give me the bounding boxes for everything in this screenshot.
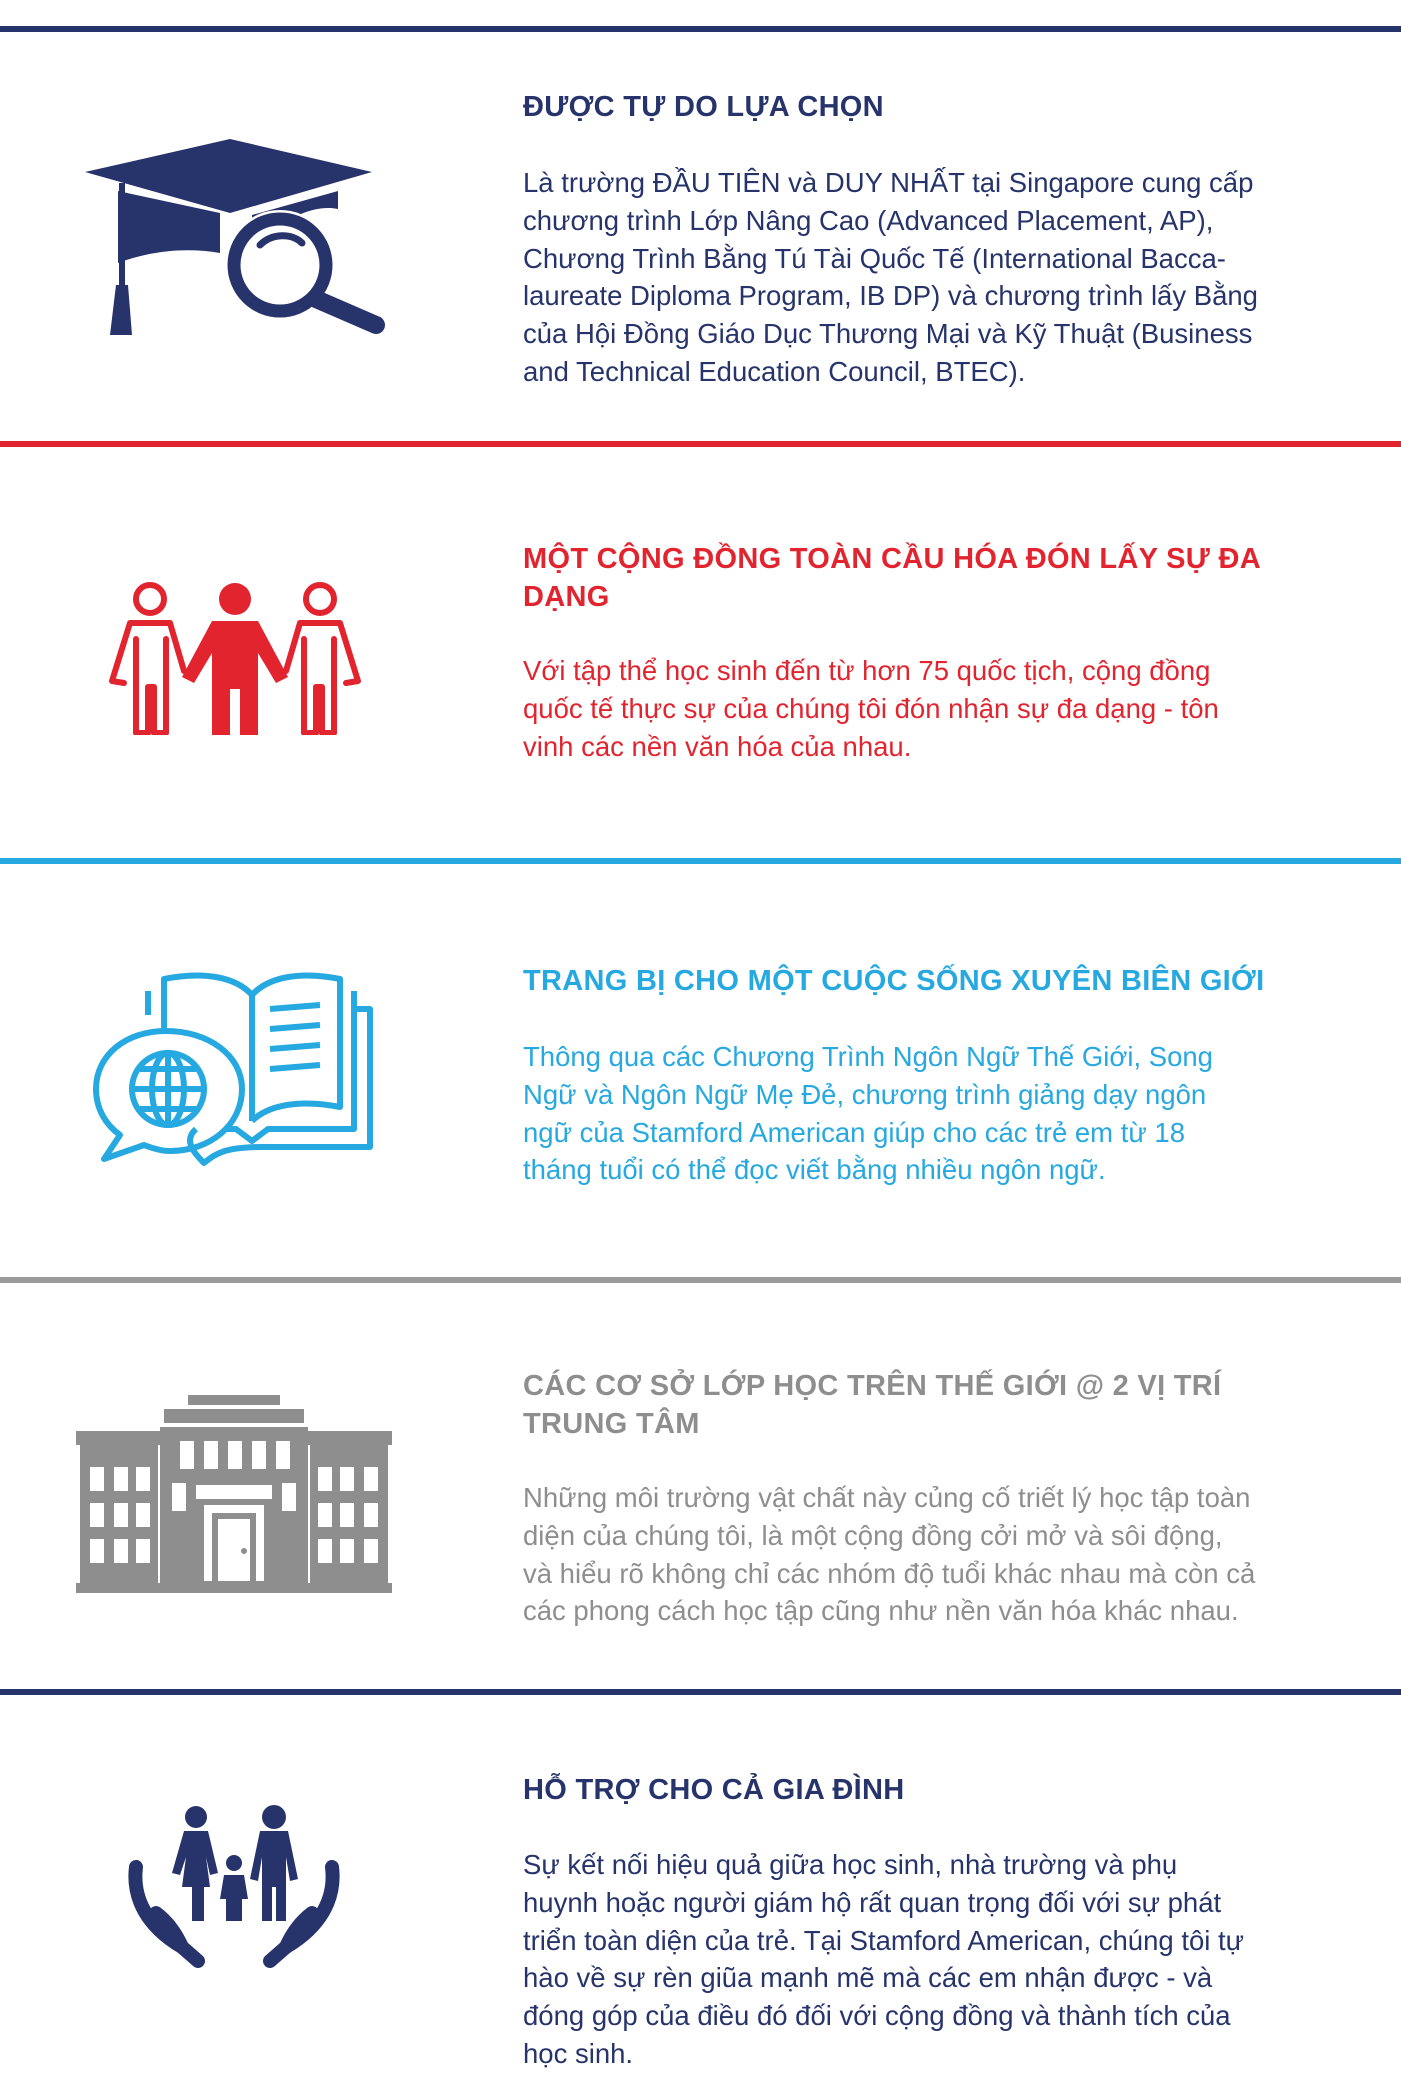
body-line: triển toàn diện của trẻ. Tại Stamford American, chúng tôi tự [523, 1924, 1245, 1956]
body-line: huynh hoặc người giám hộ rất quan trọng đối với sự phát [523, 1886, 1222, 1918]
body-line: laureate Diploma Program, IB DP) và chương trình lấy Bằng [523, 280, 1258, 312]
body-line: diện của chúng tôi, là một cộng đồng cởi mở và sôi động, [523, 1519, 1223, 1551]
body-line: Với tập thể học sinh đến từ hơn 75 quốc tịch, cộng đồng [523, 655, 1211, 686]
body-line: các phong cách học tập cũng như nền văn hóa khác nhau. [523, 1595, 1239, 1627]
body-line: Là trường ĐẦU TIÊN và DUY NHẤT tại Singapore cung cấp [523, 167, 1254, 198]
body-line: Ngữ và Ngôn Ngữ Mẹ Đẻ, chương trình giảng dạy ngôn [523, 1078, 1207, 1110]
section-heading: TRANG BỊ CHO MỘT CUỘC SỐNG XUYÊN BIÊN GIỚI [523, 965, 1265, 997]
body-line: của Hội Đồng Giáo Dục Thương Mại và Kỹ Thuật (Business [523, 318, 1253, 350]
body-line: đóng góp của điều đó đối với cộng đồng và thành tích của [523, 2000, 1231, 2032]
body-line: Chương Trình Bằng Tú Tài Quốc Tế (International Bacca- [523, 242, 1226, 274]
section-body [523, 1846, 1363, 2073]
body-line: quốc tế thực sự của chúng tôi đón nhận sự đa dạng - tôn [523, 692, 1219, 724]
body-line: Thông qua các Chương Trình Ngôn Ngữ Thế Giới, Song [523, 1041, 1213, 1072]
book-globe-icon [86, 969, 386, 1169]
family-hands-icon [126, 1803, 342, 1973]
body-line: ngữ của Stamford American giúp cho các trẻ em từ 18 [523, 1116, 1186, 1148]
graduation-cap-magnifier-icon [80, 135, 390, 335]
section-body [523, 652, 1363, 765]
body-line: vinh các nền văn hóa của nhau. [523, 730, 912, 762]
school-building-icon [76, 1395, 392, 1593]
section-freedom-of-choice [0, 0, 1401, 440]
body-line: Sự kết nối hiệu quả giữa học sinh, nhà trường và phụ [523, 1849, 1178, 1880]
heading-line: DẠNG [523, 581, 610, 613]
section-world-campuses [0, 1283, 1401, 1688]
section-heading [523, 1367, 1363, 1443]
people-group-icon [104, 579, 366, 735]
section-family-support [0, 1695, 1401, 2084]
section-body [523, 1479, 1363, 1630]
section-heading: ĐƯỢC TỰ DO LỰA CHỌN [523, 91, 884, 123]
section-heading [523, 540, 1363, 616]
heading-line: CÁC CƠ SỞ LỚP HỌC TRÊN THẾ GIỚI @ 2 VỊ TRÍ [523, 1370, 1222, 1402]
body-line: tháng tuổi có thể đọc viết bằng nhiều ngôn ngữ. [523, 1154, 1106, 1186]
body-line: học sinh. [523, 2037, 634, 2069]
body-line: chương trình Lớp Nâng Cao (Advanced Placement, AP), [523, 204, 1214, 236]
body-line: hào về sự rèn giũa mạnh mẽ mà các em nhận được - và [523, 1962, 1213, 1994]
body-line: and Technical Education Council, BTEC). [523, 355, 1026, 387]
heading-line: TRUNG TÂM [523, 1408, 700, 1440]
section-global-community [0, 447, 1401, 857]
body-line: và hiểu rõ không chỉ các nhóm độ tuổi khác nhau mà còn cả [523, 1557, 1256, 1589]
body-line: Những môi trường vật chất này củng cố triết lý học tập toàn [523, 1482, 1251, 1513]
section-body [523, 1038, 1363, 1189]
section-cross-border-life [0, 864, 1401, 1276]
section-heading: HỖ TRỢ CHO CẢ GIA ĐÌNH [523, 1774, 905, 1806]
section-body [523, 164, 1363, 391]
heading-line: MỘT CỘNG ĐỒNG TOÀN CẦU HÓA ĐÓN LẤY SỰ ĐA [523, 543, 1261, 575]
